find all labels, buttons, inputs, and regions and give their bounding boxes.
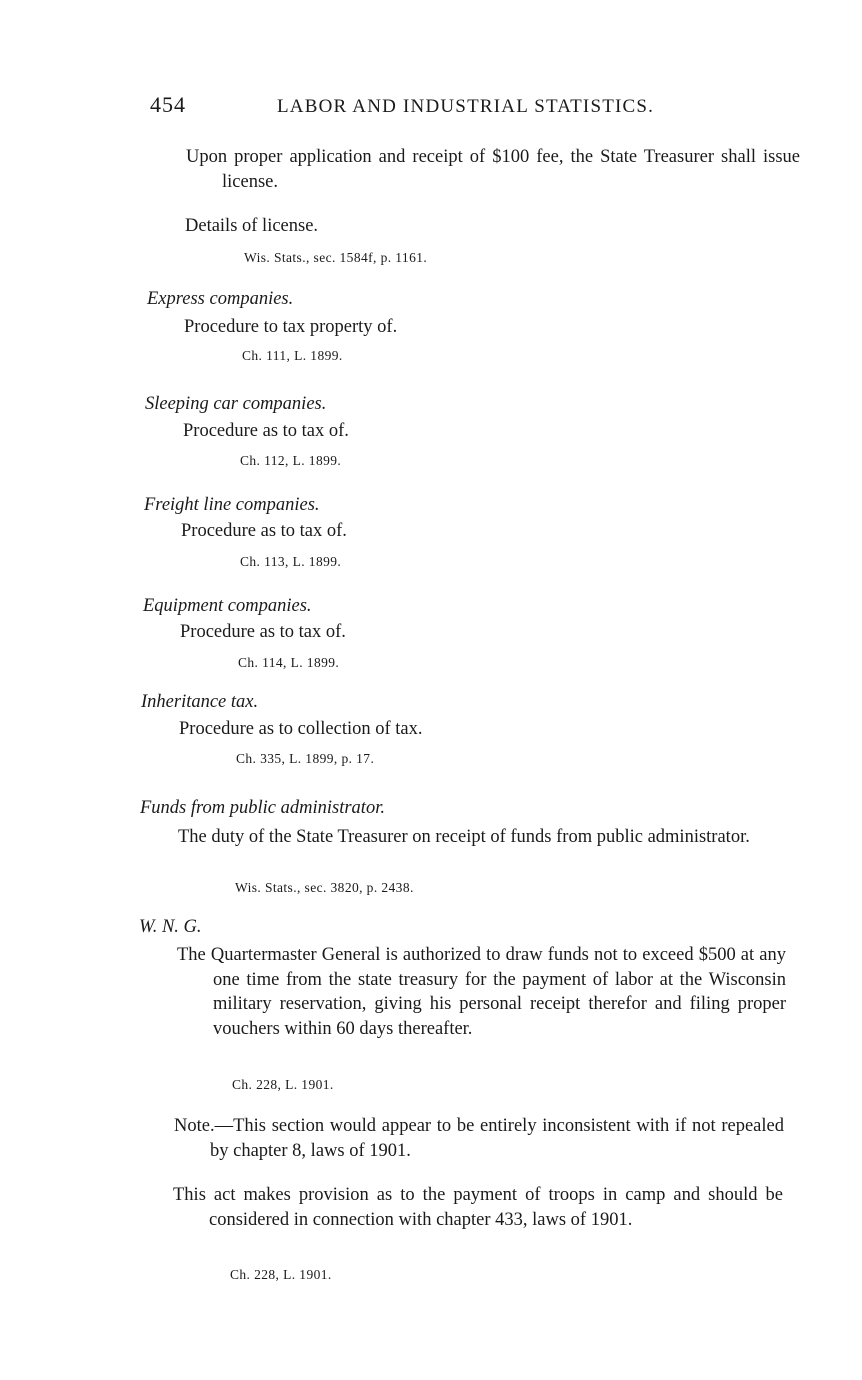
entry-text: Details of license. bbox=[185, 216, 319, 236]
entry-text: Procedure as to tax of. bbox=[181, 521, 347, 541]
citation: Wis. Stats., sec. 1584f, p. 1161. bbox=[244, 250, 428, 265]
citation: Ch. 113, L. 1899. bbox=[240, 554, 342, 569]
citation: Ch. 112, L. 1899. bbox=[240, 453, 342, 468]
section-heading: W. N. G. bbox=[139, 917, 202, 937]
entry-text: This act makes provision as to the payment of troops in camp and should be considered in connection with chapter 433, laws of 1901. bbox=[173, 1185, 783, 1230]
citation: Ch. 228, L. 1901. bbox=[230, 1267, 332, 1282]
entry-text: Procedure as to tax of. bbox=[183, 421, 349, 441]
entry-text: The Quartermaster General is authorized to draw funds not to exceed $500 at any one time from the state treasury for the payment of labor at the Wisconsin military reservation, giving his personal receipt therefor and filing proper vouchers within 60 days thereafter. bbox=[177, 945, 786, 1039]
citation: Ch. 335, L. 1899, p. 17. bbox=[236, 751, 375, 766]
note-text: Note.—This section would appear to be entirely inconsistent with if not repealed by chapter 8, laws of 1901. bbox=[174, 1116, 784, 1161]
page-number: 454 bbox=[150, 92, 186, 117]
citation: Ch. 228, L. 1901. bbox=[232, 1077, 334, 1092]
entry-text: Procedure as to tax of. bbox=[180, 622, 346, 642]
entry-text: The duty of the State Treasurer on receipt of funds from public administrator. bbox=[178, 827, 750, 847]
entry-text: Upon proper application and receipt of $100 fee, the State Treasurer shall issue license. bbox=[186, 147, 800, 192]
section-heading: Funds from public administrator. bbox=[140, 798, 385, 818]
citation: Wis. Stats., sec. 3820, p. 2438. bbox=[235, 880, 414, 895]
entry-text: Procedure as to collection of tax. bbox=[179, 719, 423, 739]
section-heading: Express companies. bbox=[147, 289, 294, 309]
section-heading: Inheritance tax. bbox=[141, 692, 259, 712]
running-head: LABOR AND INDUSTRIAL STATISTICS. bbox=[277, 96, 655, 117]
section-heading: Sleeping car companies. bbox=[145, 394, 327, 414]
section-heading: Equipment companies. bbox=[143, 596, 312, 616]
citation: Ch. 111, L. 1899. bbox=[242, 348, 343, 363]
citation: Ch. 114, L. 1899. bbox=[238, 655, 340, 670]
section-heading: Freight line companies. bbox=[144, 495, 320, 515]
entry-text: Procedure to tax property of. bbox=[184, 317, 398, 337]
